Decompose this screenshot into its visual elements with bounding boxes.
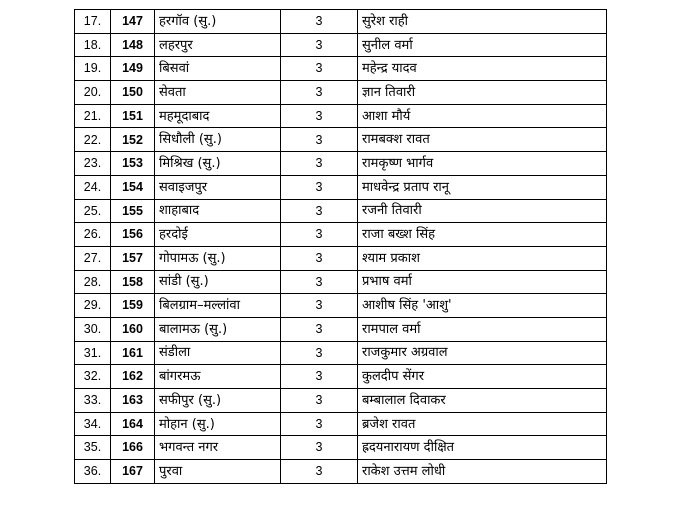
count-cell: 3 [281, 317, 358, 341]
table-body [75, 10, 607, 484]
count-cell: 3 [281, 270, 358, 294]
table-row [75, 57, 607, 81]
count-cell: 3 [281, 57, 358, 81]
constituency-name-cell: सफीपुर (सु.) [155, 389, 281, 413]
table-row [75, 223, 607, 247]
candidate-name-cell: माधवेन्द्र प्रताप रानू [358, 175, 607, 199]
table-row [75, 436, 607, 460]
serial-number-cell: 19. [75, 57, 111, 81]
constituency-name-cell: बालामऊ (सु.) [155, 317, 281, 341]
constituency-number-cell: 163 [111, 389, 155, 413]
table-row [75, 104, 607, 128]
constituency-name-cell: पुरवा [155, 460, 281, 484]
table-row [75, 81, 607, 105]
candidate-name-cell: श्याम प्रकाश [358, 246, 607, 270]
constituency-name-cell: भगवन्त नगर [155, 436, 281, 460]
candidate-name-cell: ज्ञान तिवारी [358, 81, 607, 105]
table-row [75, 33, 607, 57]
candidate-name-cell: महेन्द्र यादव [358, 57, 607, 81]
document-page [74, 9, 607, 484]
constituency-number-cell: 150 [111, 81, 155, 105]
count-cell: 3 [281, 460, 358, 484]
table-row [75, 199, 607, 223]
table-row [75, 128, 607, 152]
candidate-name-cell: राजा बख्श सिंह [358, 223, 607, 247]
candidate-name-cell: रामबक्श रावत [358, 128, 607, 152]
candidate-name-cell: बम्बालाल दिवाकर [358, 389, 607, 413]
count-cell: 3 [281, 294, 358, 318]
constituency-number-cell: 162 [111, 365, 155, 389]
serial-number-cell: 31. [75, 341, 111, 365]
constituency-number-cell: 167 [111, 460, 155, 484]
table-row [75, 389, 607, 413]
constituency-number-cell: 164 [111, 412, 155, 436]
constituency-name-cell: शाहाबाद [155, 199, 281, 223]
table-row [75, 152, 607, 176]
constituency-name-cell: बिसवां [155, 57, 281, 81]
constituency-name-cell: बिलग्राम–मल्लांवा [155, 294, 281, 318]
candidate-name-cell: प्रभाष वर्मा [358, 270, 607, 294]
constituency-number-cell: 158 [111, 270, 155, 294]
count-cell: 3 [281, 389, 358, 413]
count-cell: 3 [281, 81, 358, 105]
candidate-name-cell: आशीष सिंह 'आशु' [358, 294, 607, 318]
constituency-number-cell: 160 [111, 317, 155, 341]
serial-number-cell: 20. [75, 81, 111, 105]
serial-number-cell: 28. [75, 270, 111, 294]
serial-number-cell: 33. [75, 389, 111, 413]
serial-number-cell: 32. [75, 365, 111, 389]
count-cell: 3 [281, 175, 358, 199]
count-cell: 3 [281, 104, 358, 128]
serial-number-cell: 26. [75, 223, 111, 247]
constituency-name-cell: हरगॉव (सु.) [155, 10, 281, 34]
table-row [75, 412, 607, 436]
constituency-number-cell: 149 [111, 57, 155, 81]
candidate-name-cell: राजकुमार अग्रवाल [358, 341, 607, 365]
serial-number-cell: 21. [75, 104, 111, 128]
constituency-name-cell: सवाइजपुर [155, 175, 281, 199]
count-cell: 3 [281, 341, 358, 365]
constituency-number-cell: 157 [111, 246, 155, 270]
serial-number-cell: 24. [75, 175, 111, 199]
count-cell: 3 [281, 152, 358, 176]
table-row [75, 317, 607, 341]
constituency-name-cell: सेवता [155, 81, 281, 105]
serial-number-cell: 18. [75, 33, 111, 57]
constituency-number-cell: 148 [111, 33, 155, 57]
constituency-number-cell: 147 [111, 10, 155, 34]
constituency-name-cell: महमूदाबाद [155, 104, 281, 128]
constituency-name-cell: सिधौली (सु.) [155, 128, 281, 152]
constituency-number-cell: 156 [111, 223, 155, 247]
serial-number-cell: 30. [75, 317, 111, 341]
constituency-number-cell: 151 [111, 104, 155, 128]
constituency-name-cell: हरदोई [155, 223, 281, 247]
table-row [75, 341, 607, 365]
count-cell: 3 [281, 128, 358, 152]
table-row [75, 294, 607, 318]
serial-number-cell: 29. [75, 294, 111, 318]
constituency-name-cell: मोहान (सु.) [155, 412, 281, 436]
count-cell: 3 [281, 10, 358, 34]
serial-number-cell: 35. [75, 436, 111, 460]
candidate-name-cell: सुनील वर्मा [358, 33, 607, 57]
count-cell: 3 [281, 246, 358, 270]
candidate-name-cell: राकेश उत्तम लोधी [358, 460, 607, 484]
candidate-name-cell: आशा मौर्य [358, 104, 607, 128]
candidate-name-cell: ब्रजेश रावत [358, 412, 607, 436]
count-cell: 3 [281, 223, 358, 247]
table-row [75, 270, 607, 294]
constituency-number-cell: 155 [111, 199, 155, 223]
serial-number-cell: 17. [75, 10, 111, 34]
count-cell: 3 [281, 436, 358, 460]
serial-number-cell: 36. [75, 460, 111, 484]
count-cell: 3 [281, 33, 358, 57]
count-cell: 3 [281, 365, 358, 389]
constituency-number-cell: 154 [111, 175, 155, 199]
serial-number-cell: 34. [75, 412, 111, 436]
constituency-table [74, 9, 607, 484]
table-row [75, 246, 607, 270]
serial-number-cell: 27. [75, 246, 111, 270]
constituency-number-cell: 159 [111, 294, 155, 318]
serial-number-cell: 23. [75, 152, 111, 176]
table-row [75, 460, 607, 484]
table-row [75, 365, 607, 389]
candidate-name-cell: रामपाल वर्मा [358, 317, 607, 341]
candidate-name-cell: कुलदीप सेंगर [358, 365, 607, 389]
count-cell: 3 [281, 412, 358, 436]
constituency-name-cell: गोपामऊ (सु.) [155, 246, 281, 270]
constituency-number-cell: 166 [111, 436, 155, 460]
table-row [75, 175, 607, 199]
constituency-name-cell: लहरपुर [155, 33, 281, 57]
candidate-name-cell: ह्रदयनारायण दीक्षित [358, 436, 607, 460]
count-cell: 3 [281, 199, 358, 223]
candidate-name-cell: रामकृष्ण भार्गव [358, 152, 607, 176]
serial-number-cell: 25. [75, 199, 111, 223]
table-row [75, 10, 607, 34]
constituency-name-cell: मिश्रिख (सु.) [155, 152, 281, 176]
constituency-number-cell: 161 [111, 341, 155, 365]
constituency-number-cell: 153 [111, 152, 155, 176]
candidate-name-cell: सुरेश राही [358, 10, 607, 34]
serial-number-cell: 22. [75, 128, 111, 152]
constituency-name-cell: सांडी (सु.) [155, 270, 281, 294]
constituency-name-cell: संडीला [155, 341, 281, 365]
constituency-name-cell: बांगरमऊ [155, 365, 281, 389]
candidate-name-cell: रजनी तिवारी [358, 199, 607, 223]
constituency-number-cell: 152 [111, 128, 155, 152]
